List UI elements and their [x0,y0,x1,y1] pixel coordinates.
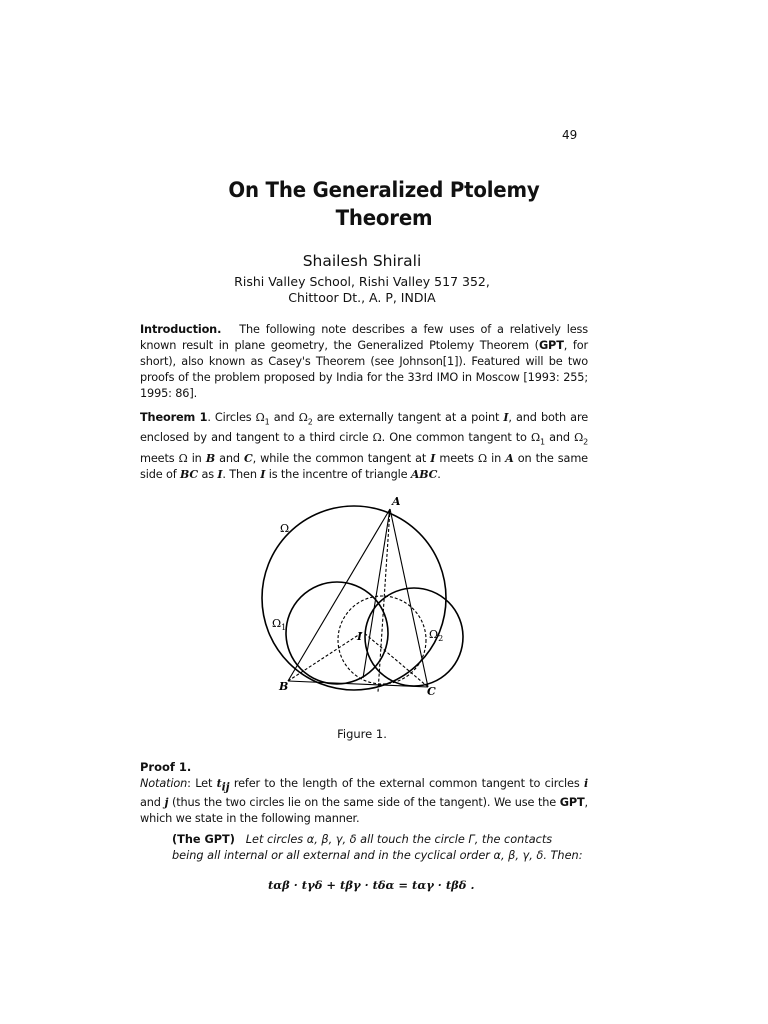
math-var: t [216,777,222,790]
proof-text: : Let [187,777,217,790]
theorem-text: and [214,451,245,465]
label-A: A [392,495,401,508]
math-omega: Ω [298,411,308,424]
math-var: i [583,777,588,790]
proof-paragraph [140,776,588,827]
proof-heading: Proof 1. [140,760,192,774]
author-name: Shailesh Shirali [302,252,422,270]
title-line-1: On The Generalized Ptolemy [228,178,540,202]
math-var: BC [180,467,198,481]
label-I: I [357,630,363,643]
proof-text: , which we state in the following manner. [140,796,588,826]
theorem-text: in [187,451,206,465]
gpt-formula: tαβ · tγδ + tβγ · tδα = tαγ · tβδ . [268,878,475,892]
theorem-text: . Then [222,467,261,481]
proof-gpt: GPT [559,796,585,810]
math-sub: 1 [539,437,545,447]
paper-title [23,176,745,232]
gpt-label: (The GPT) [172,833,235,846]
intro-heading: Introduction. [140,323,222,336]
math-var: B [205,451,215,465]
math-var: I [430,451,436,465]
math-var: I [503,411,509,424]
math-sub: ij [221,780,230,794]
theorem-text: , while the common tangent at [252,451,431,465]
affiliation-line-1: Rishi Valley School, Rishi Valley 517 352, [234,274,490,289]
gpt-text: Let circles α, β, γ, δ all touch the circle Γ, the contacts being all internal or all external and in the cyclical order α, β, γ, δ. Then: [172,833,583,862]
gpt-statement [172,832,584,864]
title-line-2: Theorem [335,206,433,230]
theorem-text: on the same side of [140,451,588,481]
figure-1-diagram [250,492,470,712]
label-omega-1: $\Omega_1$ [272,617,287,632]
math-var: I [217,467,223,481]
theorem-text: and [544,431,575,445]
label-B: B [279,680,289,693]
theorem-text: in [486,451,506,465]
math-var: A [505,451,514,465]
theorem-text: as [198,467,218,481]
theorem-text: . [437,467,441,481]
math-var: I [260,467,266,481]
math-omega: Ω [574,431,584,445]
tangent-at-I [363,509,390,678]
page-number: 49 [562,128,578,142]
proof-text: refer to the length of the external common tangent to circles [229,777,584,790]
math-sub: 2 [307,417,313,427]
math-omega: Ω [255,411,265,424]
intro-text-2: , for short), also known as Casey's Theorem (see Johnson[1]). Featured will be two proofs of the problem proposed by India for the 33rd IMO in Moscow [1993: 255; 1995: 86]. [140,339,588,400]
math-sub: 2 [583,437,589,447]
theorem-heading: Theorem 1 [140,411,208,424]
math-var: C [244,451,253,465]
math-omega: Ω [178,451,188,465]
affiliation-line-2: Chittoor Dt., A. P, INDIA [288,290,436,305]
proof-text: (thus the two circles lie on the same side of the tangent). We use the [168,796,560,810]
theorem-paragraph [140,410,588,483]
theorem-text: and [269,411,299,424]
label-omega: Ω [280,522,290,535]
side-BC [288,681,428,687]
theorem-text: meets [140,451,179,465]
label-C: C [427,685,436,698]
theorem-text: are externally tangent at a point [312,411,504,424]
theorem-text: meets [435,451,478,465]
math-omega: Ω [477,451,487,465]
theorem-text: . Circles [207,411,256,424]
proof-text: and [140,796,165,810]
theorem-text: . One common tangent to [381,431,531,445]
figure-caption: Figure 1. [337,727,387,741]
math-omega: Ω [372,431,382,445]
intro-text-1: The following note describes a few uses of a relatively less known result in plane geometry, the Generalized Ptolemy Theorem ( [140,323,588,352]
intro-gpt: GPT [538,339,564,352]
math-var: ABC [410,467,438,481]
label-omega-2: $\Omega_2$ [429,628,444,643]
introduction-paragraph [140,322,588,402]
bisector-B [288,632,363,681]
notation-label: Notation [140,777,188,790]
bisector-A [378,509,390,692]
math-omega: Ω [531,431,540,445]
math-sub: 1 [264,417,270,427]
theorem-text: is the incentre of triangle [265,467,411,481]
math-var: j [164,796,169,810]
circle-omega [262,506,446,690]
theorem-text: , and both are enclosed by and tangent to a third circle [140,411,588,445]
